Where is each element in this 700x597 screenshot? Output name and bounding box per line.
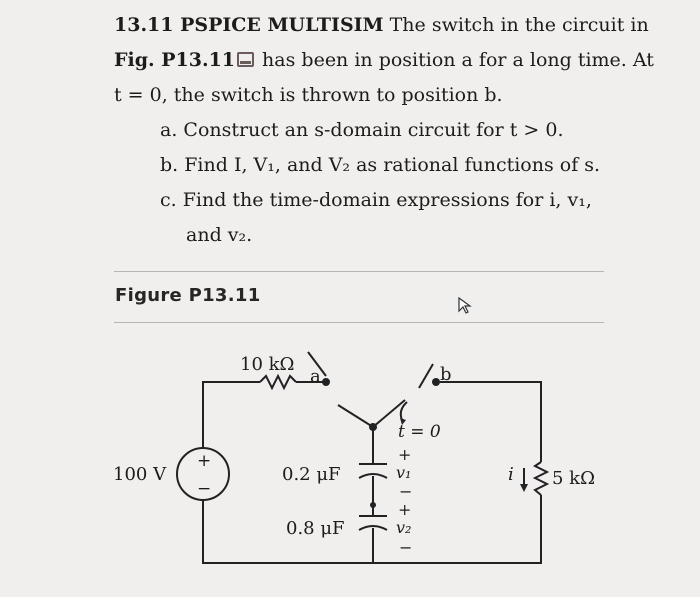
part-c-continued: and v₂. [186,224,253,246]
figure-label: Figure P13.11 [115,285,261,306]
cap2-label: 0.8 μF [286,518,345,539]
current-label: i [508,464,514,485]
node-b-dot [432,378,440,386]
v1-plus: + [398,445,412,464]
wire-top-left [203,382,260,448]
resistor2-label: 5 kΩ [552,468,596,489]
v1-label: v₁ [396,463,412,482]
v2-minus: − [399,538,413,557]
cap1-label: 0.2 μF [282,464,341,485]
node-mid-dot [370,502,376,508]
switch-contact-b [419,364,433,388]
v2-plus: + [398,500,412,519]
switch-arm-left [338,405,373,427]
part-a: a. Construct an s-domain circuit for t > 0. [160,119,564,141]
node-b-label: b [440,364,452,385]
source-plus: + [197,451,212,471]
figure-link[interactable]: Fig. P13.11 [114,49,236,71]
part-c: c. Find the time-domain expressions for i, v₁, [160,189,592,211]
problem-line-3: t = 0, the switch is thrown to position b. [114,84,503,106]
problem-text: has been in position a for a long time. At [256,49,654,71]
resistor-5k [535,462,547,495]
current-arrow-head-icon [520,484,528,492]
node-a-dot [322,378,330,386]
part-b: b. Find I, V₁, and V₂ as rational functions of s. [160,154,601,176]
resistor1-label: 10 kΩ [240,354,295,375]
problem-number: 13.11 PSPICE MULTISIM [114,14,384,36]
source-label: 100 V [113,464,167,485]
source-minus: − [197,479,212,499]
v2-label: v₂ [396,518,412,537]
problem-text: The switch in the circuit in [383,14,649,36]
v1-minus: − [399,482,413,501]
node-a-label: a [310,366,321,387]
switch-motion-arrow [401,402,407,420]
resistor-10k [260,376,296,388]
wire-top-right [440,382,541,462]
switch-pivot-dot [369,423,377,431]
switch-time-label: t = 0 [398,422,441,442]
